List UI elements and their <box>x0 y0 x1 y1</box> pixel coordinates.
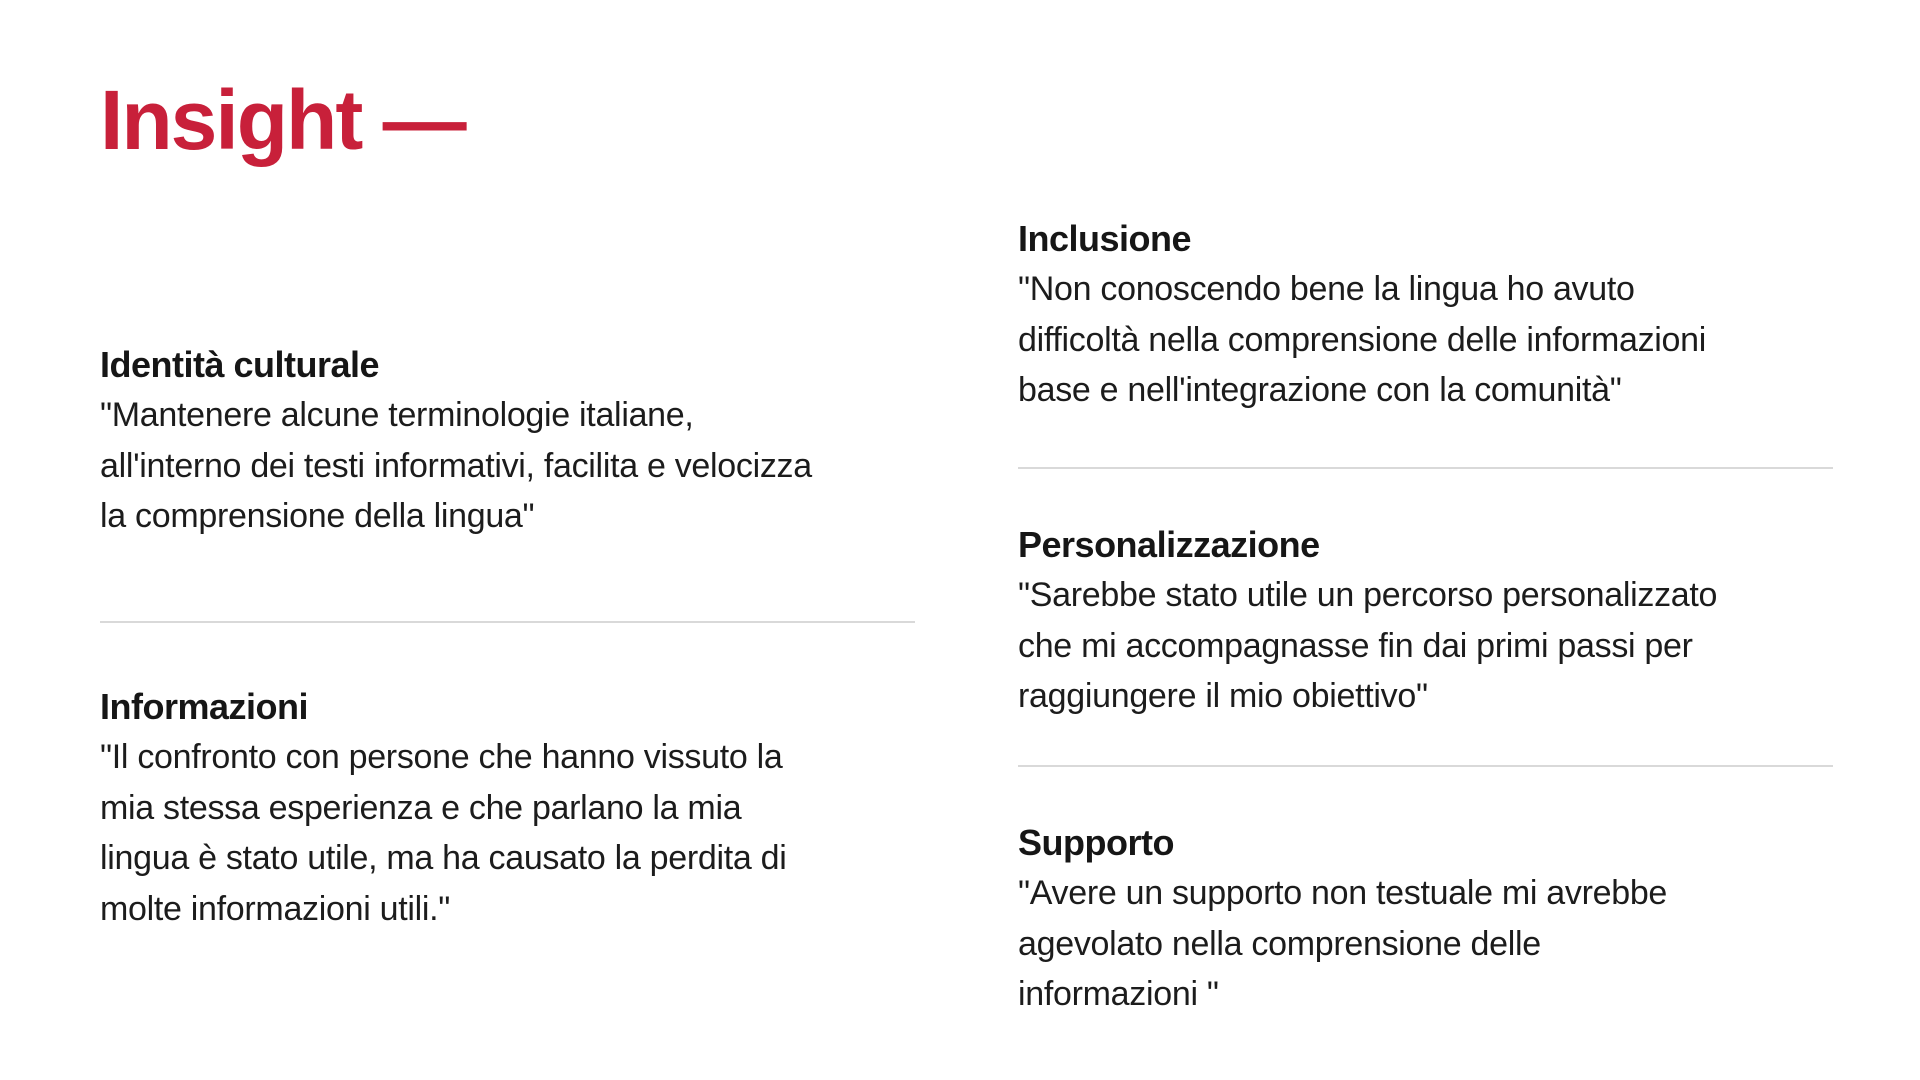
quote-line: molte informazioni utili." <box>100 889 451 928</box>
insight-heading: Personalizzazione <box>1018 524 1320 565</box>
divider <box>1018 467 1833 469</box>
insight-supporto <box>1018 818 1833 1020</box>
insight-heading: Supporto <box>1018 822 1174 863</box>
insight-heading: Informazioni <box>100 686 308 727</box>
quote-line: all'interno dei testi informativi, facilita e velocizza <box>100 446 812 485</box>
quote-line: la comprensione della lingua" <box>100 497 535 535</box>
quote-line: informazioni " <box>1018 975 1219 1013</box>
quote-line: "Il confronto con persone che hanno vissuto la <box>100 738 783 776</box>
insight-personalizzazione <box>1018 520 1833 722</box>
divider <box>100 621 915 623</box>
quote-line: che mi accompagnasse fin dai primi passi per <box>1018 626 1693 665</box>
quote-line: raggiungere il mio obiettivo" <box>1018 677 1428 715</box>
insight-inclusione <box>1018 214 1833 416</box>
quote-line: agevolato nella comprensione delle <box>1018 924 1541 963</box>
divider <box>1018 765 1833 767</box>
insight-heading: Inclusione <box>1018 218 1192 259</box>
quote-line: "Non conoscendo bene la lingua ho avuto <box>1018 270 1635 308</box>
quote-line: lingua è stato utile, ma ha causato la perdita di <box>100 839 787 877</box>
quote-line: base e nell'integrazione con la comunità" <box>1018 371 1622 409</box>
quote-line: "Avere un supporto non testuale mi avrebbe <box>1018 874 1668 912</box>
insight-heading: Identità culturale <box>100 344 380 385</box>
quote-line: "Mantenere alcune terminologie italiane, <box>100 396 694 434</box>
page-title: Insight — <box>100 73 465 167</box>
insight-identita-culturale <box>100 340 915 542</box>
quote-line: difficoltà nella comprensione delle informazioni <box>1018 320 1707 359</box>
quote-line: "Sarebbe stato utile un percorso personalizzato <box>1018 576 1718 614</box>
insight-informazioni <box>100 682 915 934</box>
quote-line: mia stessa esperienza e che parlano la mia <box>100 788 742 827</box>
